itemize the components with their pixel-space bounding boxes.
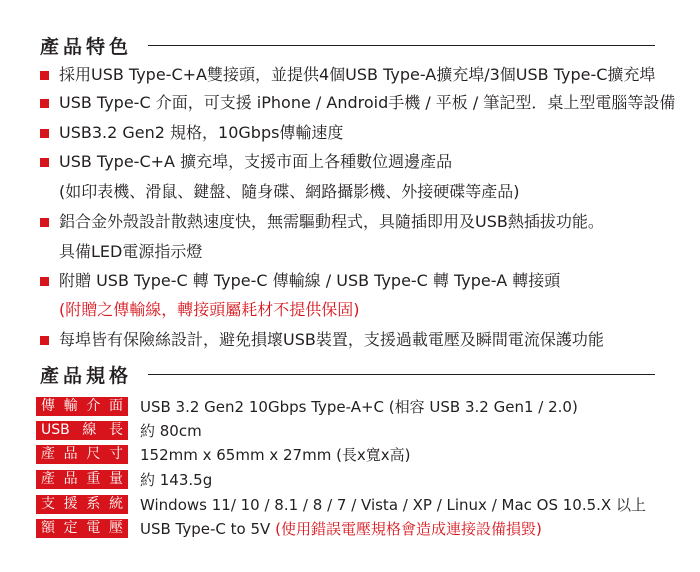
spec-label-rated-voltage: 額定電壓 xyxy=(36,519,128,538)
spec-label-dimensions: 產品尺寸 xyxy=(36,445,128,464)
specs-section-header xyxy=(40,361,655,388)
spec-row-weight xyxy=(36,469,212,490)
spec-row-supported-os xyxy=(36,494,646,515)
feature-item-4-text: USB Type-C+A 擴充埠，支援市面上各種數位週邊產品 xyxy=(59,152,453,171)
features-section-title: 產品特色 xyxy=(40,36,133,58)
feature-item-5 xyxy=(40,212,604,232)
bullet-square-icon xyxy=(40,129,49,138)
bullet-square-icon xyxy=(40,336,49,345)
features-section-divider xyxy=(148,45,655,46)
spec-row-rated-voltage xyxy=(36,518,542,539)
feature-item-6 xyxy=(40,271,560,291)
feature-item-1-text: 採用USB Type-C+A雙接頭，並提供4個USB Type-A擴充埠/3個USB Type-C擴充埠 xyxy=(59,65,656,84)
spec-label-weight: 產品重量 xyxy=(36,470,128,489)
feature-item-2-text: USB Type-C 介面，可支援 iPhone / Android手機 / 平板 / 筆記型．桌上型電腦等設備 xyxy=(59,93,676,112)
spec-value-rated-voltage-text: USB Type-C to 5V xyxy=(140,520,271,538)
feature-item-5-continuation-text: 具備LED電源指示燈 xyxy=(59,242,203,261)
spec-value-rated-voltage-note: (使用錯誤電壓規格會造成連接設備損毀) xyxy=(275,520,542,538)
feature-item-6-note xyxy=(40,300,360,320)
features-section-header xyxy=(40,32,655,59)
spec-value-dimensions: 152mm x 65mm x 27mm (長x寬x高) xyxy=(140,446,411,464)
spec-label-supported-os: 支援系統 xyxy=(36,495,128,514)
feature-item-3 xyxy=(40,123,343,143)
spec-row-cable-length xyxy=(36,420,202,441)
bullet-square-icon xyxy=(40,158,49,167)
feature-item-7-text: 每埠皆有保險絲設計，避免損壞USB裝置，支援過載電壓及瞬間電流保護功能 xyxy=(59,330,604,349)
feature-item-5-continuation xyxy=(40,242,202,262)
feature-item-4 xyxy=(40,152,452,172)
feature-item-1 xyxy=(40,65,655,85)
feature-item-4-continuation-text: (如印表機、滑鼠、鍵盤、隨身碟、網路攝影機、外接硬碟等產品) xyxy=(59,182,520,201)
bullet-square-icon xyxy=(40,71,49,80)
specs-section-divider xyxy=(148,374,655,375)
bullet-square-icon xyxy=(40,99,49,108)
feature-item-6-note-text: (附贈之傳輸線，轉接頭屬耗材不提供保固) xyxy=(59,300,360,319)
spec-label-interface: 傳輸介面 xyxy=(36,397,128,416)
bullet-square-icon xyxy=(40,218,49,227)
spec-value-supported-os: Windows 11/ 10 / 8.1 / 8 / 7 / Vista / XP / Linux / Mac OS 10.5.X 以上 xyxy=(140,496,646,514)
feature-item-4-continuation xyxy=(40,182,520,202)
spec-value-cable-length: 約 80cm xyxy=(140,422,202,440)
spec-row-interface xyxy=(36,396,578,417)
spec-value-rated-voltage xyxy=(140,518,542,539)
feature-item-7 xyxy=(40,330,604,350)
spec-label-cable-length: USB線長 xyxy=(36,421,128,440)
spec-value-interface: USB 3.2 Gen2 10Gbps Type-A+C (相容 USB 3.2 Gen1 / 2.0) xyxy=(140,398,578,416)
feature-item-5-text: 鋁合金外殼設計散熱速度快，無需驅動程式，具隨插即用及USB熱插拔功能。 xyxy=(59,212,604,231)
specs-section-title: 產品規格 xyxy=(40,365,133,387)
spec-value-weight: 約 143.5g xyxy=(140,471,213,489)
bullet-square-icon xyxy=(40,277,49,286)
feature-item-3-text: USB3.2 Gen2 規格，10Gbps傳輸速度 xyxy=(59,123,344,142)
feature-item-6-text: 附贈 USB Type-C 轉 Type-C 傳輸線 / USB Type-C 轉 Type-A 轉接頭 xyxy=(59,271,561,290)
feature-item-2 xyxy=(40,93,675,113)
spec-row-dimensions xyxy=(36,444,411,465)
